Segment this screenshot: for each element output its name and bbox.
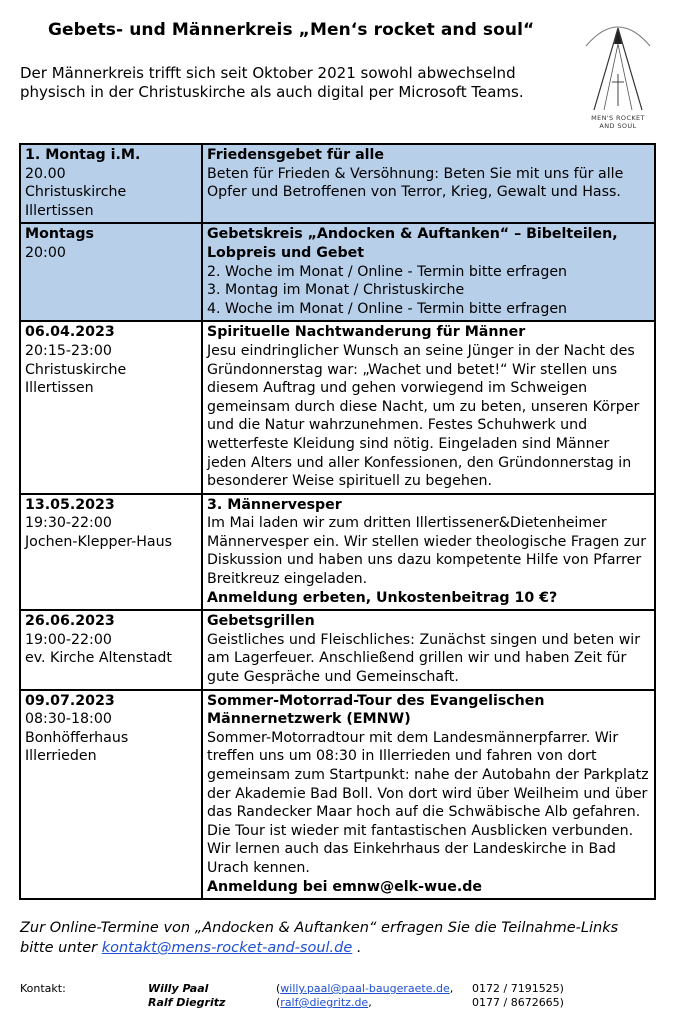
event-title: Gebetskreis „Andocken & Auftanken“ – Bibelteilen, Lobpreis und Gebet: [207, 226, 618, 261]
date-cell: [20, 494, 202, 611]
event-note: Anmeldung bei emnw@elk-wue.de: [207, 878, 482, 895]
event-title: Gebetsgrillen: [207, 613, 315, 630]
intro-line: Der Männerkreis trifft sich seit Oktober 2021 sowohl abwechselnd: [20, 64, 516, 82]
date-cell: [20, 144, 202, 223]
date-cell: [20, 690, 202, 900]
event-title: Friedensgebet für alle: [207, 147, 384, 163]
event-title: Spirituelle Nachtwanderung für Männer: [207, 324, 526, 341]
event-detail: Illerrieden: [25, 748, 97, 765]
event-title: Sommer-Motorrad-Tour des Evangelischen Männernetzwerk (EMNW): [207, 692, 545, 728]
online-info-note: [20, 918, 660, 958]
event-detail: Christuskirche: [25, 361, 127, 378]
contact-label: Kontakt:: [20, 982, 66, 995]
intro-text: [20, 64, 560, 102]
contact-phone: 0177 / 8672665): [472, 996, 564, 1009]
event-date: 13.05.2023: [25, 496, 115, 513]
logo-text: AND SOUL: [599, 122, 637, 130]
event-body: Opfer und Betroffenen von Terror, Krieg, Gewalt und Hass.: [207, 184, 621, 201]
description-cell: [202, 321, 655, 493]
table-row: [20, 610, 655, 689]
description-cell: [202, 610, 655, 689]
event-date: 09.07.2023: [25, 692, 115, 709]
event-date: Montags: [25, 226, 94, 243]
event-body: 3. Montag im Monat / Christuskirche: [207, 282, 465, 299]
event-date: 26.06.2023: [25, 613, 115, 630]
contact-phone: 0172 / 7191525): [472, 982, 564, 995]
rocket-logo: [582, 14, 654, 132]
description-cell: [202, 144, 655, 223]
event-detail: 20:15-23:00: [25, 342, 112, 359]
event-body: Sommer-Motorradtour mit dem Landesmännerpfarrer. Wir treffen uns um 08:30 in Illerrieden und fahren von dort gemeinsam zum Startpunkt: nahe der Autobahn der Parkplatz der Akademie Bad Boll. Von dort wird über Weilheim und über das Randecker Maar hoch auf die Schwäbische Alb gefahren. Die Tour ist wieder mit fantastischen Ausblicken verbunden. Wir lernen auch das Einkehrhaus der Landeskirche in Bad Urach kennen.: [207, 729, 649, 876]
contact-email-link[interactable]: ralf@diegritz.de: [280, 996, 369, 1009]
event-body: Im Mai laden wir zum dritten Illertissener&Dietenheimer Männervesper ein. Wir stellen wieder theologische Fragen zur Diskussion und haben uns dazu kompetente Hilfe von Pfarrer Breitkreuz eingeladen.: [207, 515, 647, 588]
page-title: Gebets- und Männerkreis „Men‘s rocket and soul“: [48, 20, 535, 40]
contact-phone-list: [472, 982, 564, 1010]
event-body: Jesu eindringlicher Wunsch an seine Jünger in der Nacht des Gründonnerstag war: „Wachet und betet!“ Wir stellen uns diesem Auftrag und gehen vorwiegend im Schweigen gemeinsam durch diese Nacht, um zu beten, unseren Körper und die Natur wahrzunehmen. Festes Schuhwerk und wetterfeste Kleidung sind nötig. Eingeladen sind Männer jeden Alters und aller Konfessionen, den Gründonnerstag in besonderer Weise spirituell zu begehen.: [207, 342, 640, 490]
event-note: Anmeldung erbeten, Unkostenbeitrag 10 €?: [207, 589, 558, 606]
event-detail: Bonhöfferhaus: [25, 729, 129, 746]
note-line: Zur Online-Termine von „Andocken & Auftanken“ erfragen Sie die Teilnahme-Links: [20, 920, 619, 936]
contact-separator: ,: [449, 982, 454, 995]
table-row: [20, 690, 655, 900]
event-body: 2. Woche im Monat / Online - Termin bitte erfragen: [207, 263, 568, 280]
event-body: 4. Woche im Monat / Online - Termin bitte erfragen: [207, 300, 568, 317]
intro-line: physisch in der Christuskirche als auch digital per Microsoft Teams.: [20, 83, 524, 101]
event-detail: 20:00: [25, 244, 66, 261]
description-cell: [202, 223, 655, 321]
event-body: Beten für Frieden & Versöhnung: Beten Sie mit uns für alle: [207, 165, 624, 182]
event-body: Geistliches und Fleischliches: Zunächst singen und beten wir am Lagerfeuer. Anschließend grillen wir und haben Zeit für gute Gespräche und Gemeinschaft.: [207, 631, 641, 686]
contact-name: Ralf Diegritz: [148, 996, 226, 1009]
event-detail: 20.00: [25, 165, 66, 182]
table-row: [20, 494, 655, 611]
contact-name-list: [148, 982, 225, 1010]
logo-text: MEN'S ROCKET: [591, 114, 645, 122]
event-detail: Jochen-Klepper-Haus: [25, 533, 173, 550]
event-detail: Illertissen: [25, 380, 94, 397]
description-cell: [202, 494, 655, 611]
date-cell: [20, 610, 202, 689]
rocket-icon: [582, 14, 654, 114]
event-date: 06.04.2023: [25, 324, 115, 341]
event-detail: 08:30-18:00: [25, 711, 112, 728]
date-cell: [20, 223, 202, 321]
event-date: 1. Montag i.M.: [25, 147, 141, 163]
table-row: [20, 223, 655, 321]
event-detail: 19:00-22:00: [25, 631, 112, 648]
note-prefix: bitte unter: [20, 940, 102, 956]
contact-email-link[interactable]: willy.paal@paal-baugeraete.de: [280, 982, 450, 995]
contact-name: Willy Paal: [148, 982, 209, 995]
note-suffix: .: [352, 940, 362, 956]
event-detail: 19:30-22:00: [25, 515, 112, 532]
table-row: [20, 321, 655, 493]
event-detail: ev. Kirche Altenstadt: [25, 650, 172, 667]
contact-email-list: (willy.paal@paal-baugeraete.de, (ralf@diegritz.de,: [276, 982, 454, 1009]
schedule-table: [19, 143, 656, 900]
date-cell: [20, 321, 202, 493]
event-detail: Illertissen: [25, 202, 94, 219]
description-cell: [202, 690, 655, 900]
contact-separator: ,: [368, 996, 372, 1009]
event-title: 3. Männervesper: [207, 496, 342, 513]
contact-email-link[interactable]: kontakt@mens-rocket-and-soul.de: [101, 940, 353, 956]
event-detail: Christuskirche: [25, 184, 127, 201]
table-row: [20, 144, 655, 223]
